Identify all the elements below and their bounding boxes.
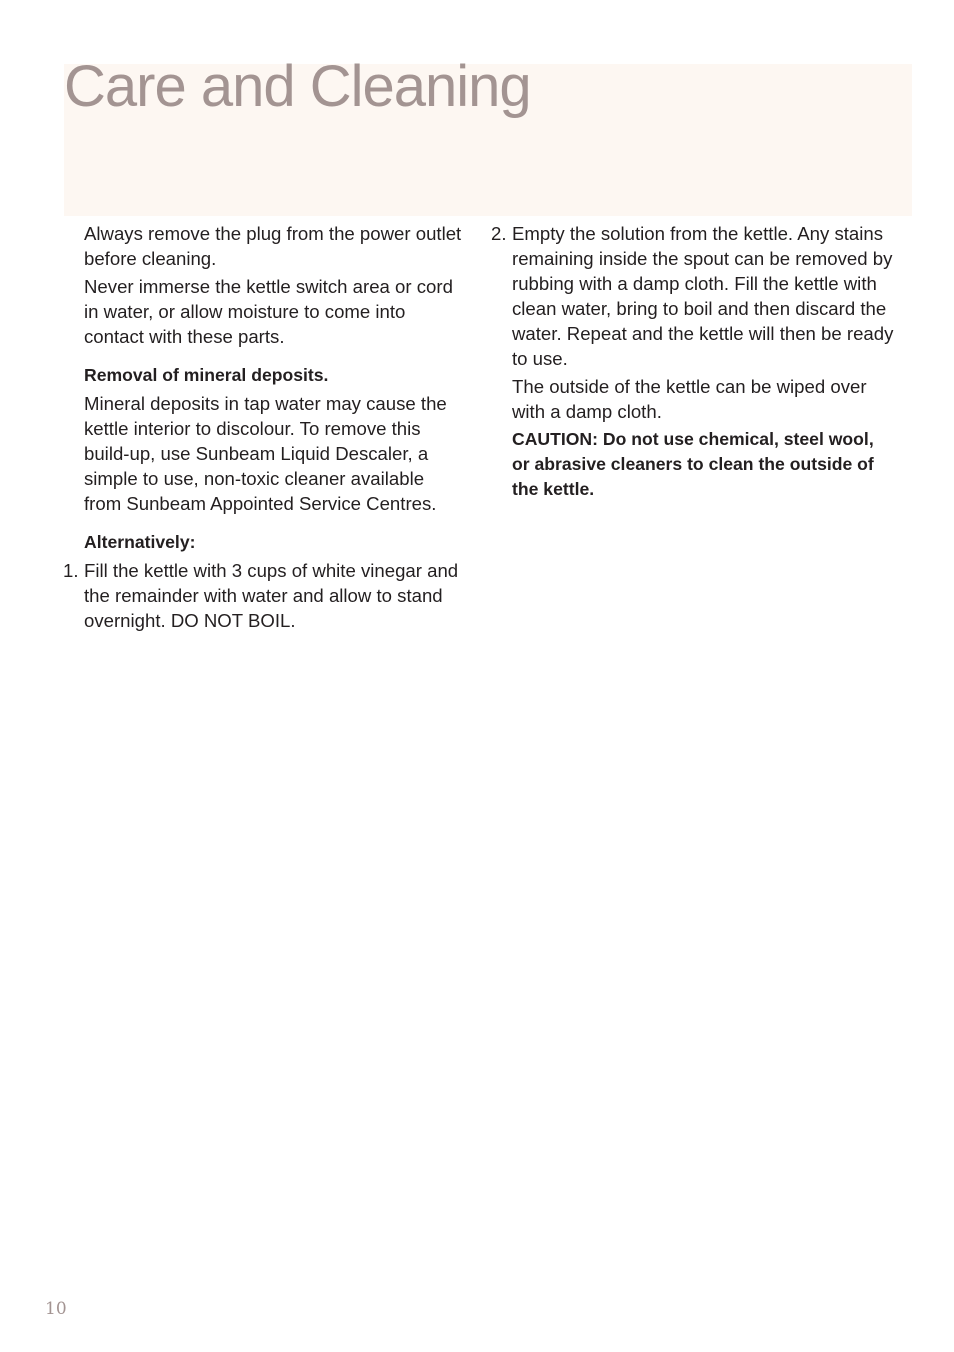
mineral-deposits-heading: Removal of mineral deposits. (84, 365, 329, 385)
caution-warning: CAUTION: Do not use chemical, steel wool, or abrasive cleaners to clean the outside of the kettle. (512, 429, 874, 499)
left-column (63, 221, 462, 636)
outside-cleaning-text: The outside of the kettle can be wiped over with a damp cloth. (512, 376, 867, 422)
right-column (491, 221, 894, 502)
page-number: 10 (45, 1299, 67, 1319)
unplug-instruction: Always remove the plug from the power outlet before cleaning. (84, 223, 462, 269)
no-immerse-warning: Never immerse the kettle switch area or cord in water, or allow moisture to come into contact with these parts. (84, 276, 453, 347)
alternatively-heading: Alternatively: (84, 532, 196, 552)
step-2-number: 2. (491, 223, 507, 244)
step-2-text: Empty the solution from the kettle. Any stains remaining inside the spout can be removed by rubbing with a damp cloth. Fill the kettle with clean water, bring to boil and then discard the water. Repeat and the kettle will then be ready to use. (512, 223, 894, 369)
step-1 (63, 558, 462, 633)
step-2 (491, 221, 894, 371)
step-1-number: 1. (63, 560, 79, 581)
step-1-text: Fill the kettle with 3 cups of white vinegar and the remainder with water and allow to stand overnight. DO NOT BOIL. (84, 560, 459, 631)
page-title: Care and Cleaning (64, 54, 531, 119)
mineral-deposits-text: Mineral deposits in tap water may cause the kettle interior to discolour. To remove this build-up, use Sunbeam Liquid Descaler, a simple to use, non-toxic cleaner available from Sunbeam Appointed Service Centres. (84, 393, 447, 514)
